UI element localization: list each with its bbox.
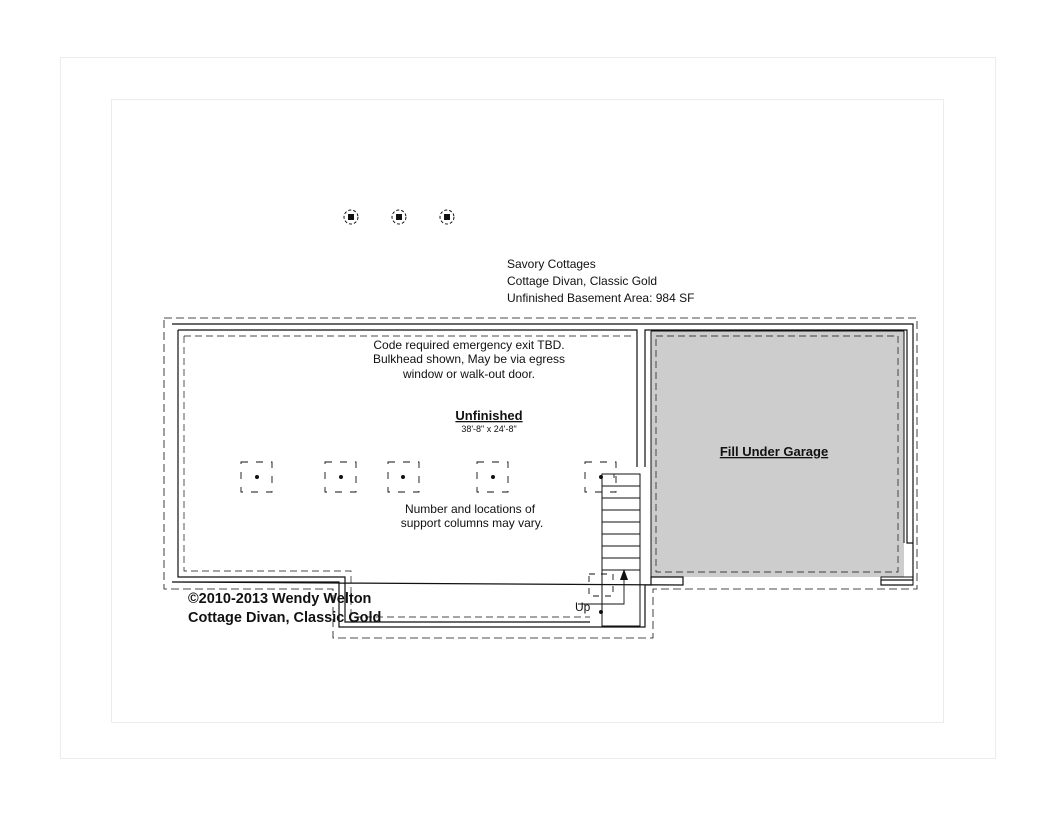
garage-wall-stub-right [881,577,913,585]
columns-note-line1: Number and locations of [404,502,536,516]
columns-note-line2: support columns may vary. [400,516,544,530]
support-column [241,462,272,492]
support-column [589,574,613,614]
title-line-area: Unfinished Basement Area: 984 SF [507,291,695,305]
pier-marker [344,210,358,224]
support-column [585,462,616,492]
room-dimensions: 38'-8" x 24'-8" [461,424,517,434]
support-column [388,462,419,492]
stair-up-label: Up [575,600,591,614]
room-name: Unfinished [455,408,523,423]
egress-note-line3: window or walk-out door. [402,367,536,381]
copyright-line2: Cottage Divan, Classic Gold [188,610,382,626]
pier-markers [344,210,454,224]
support-column [325,462,356,492]
title-line-plan-name: Cottage Divan, Classic Gold [507,274,658,288]
pier-marker [392,210,406,224]
egress-note-line2: Bulkhead shown, May be via egress [372,352,566,366]
garage-wall-stub-left [651,577,683,585]
pier-marker [440,210,454,224]
egress-note-line1: Code required emergency exit TBD. [373,338,565,352]
support-column [477,462,508,492]
garage-label: Fill Under Garage [719,444,829,459]
copyright-line1: ©2010-2013 Wendy Welton [188,591,372,607]
title-line-company: Savory Cottages [507,257,596,271]
